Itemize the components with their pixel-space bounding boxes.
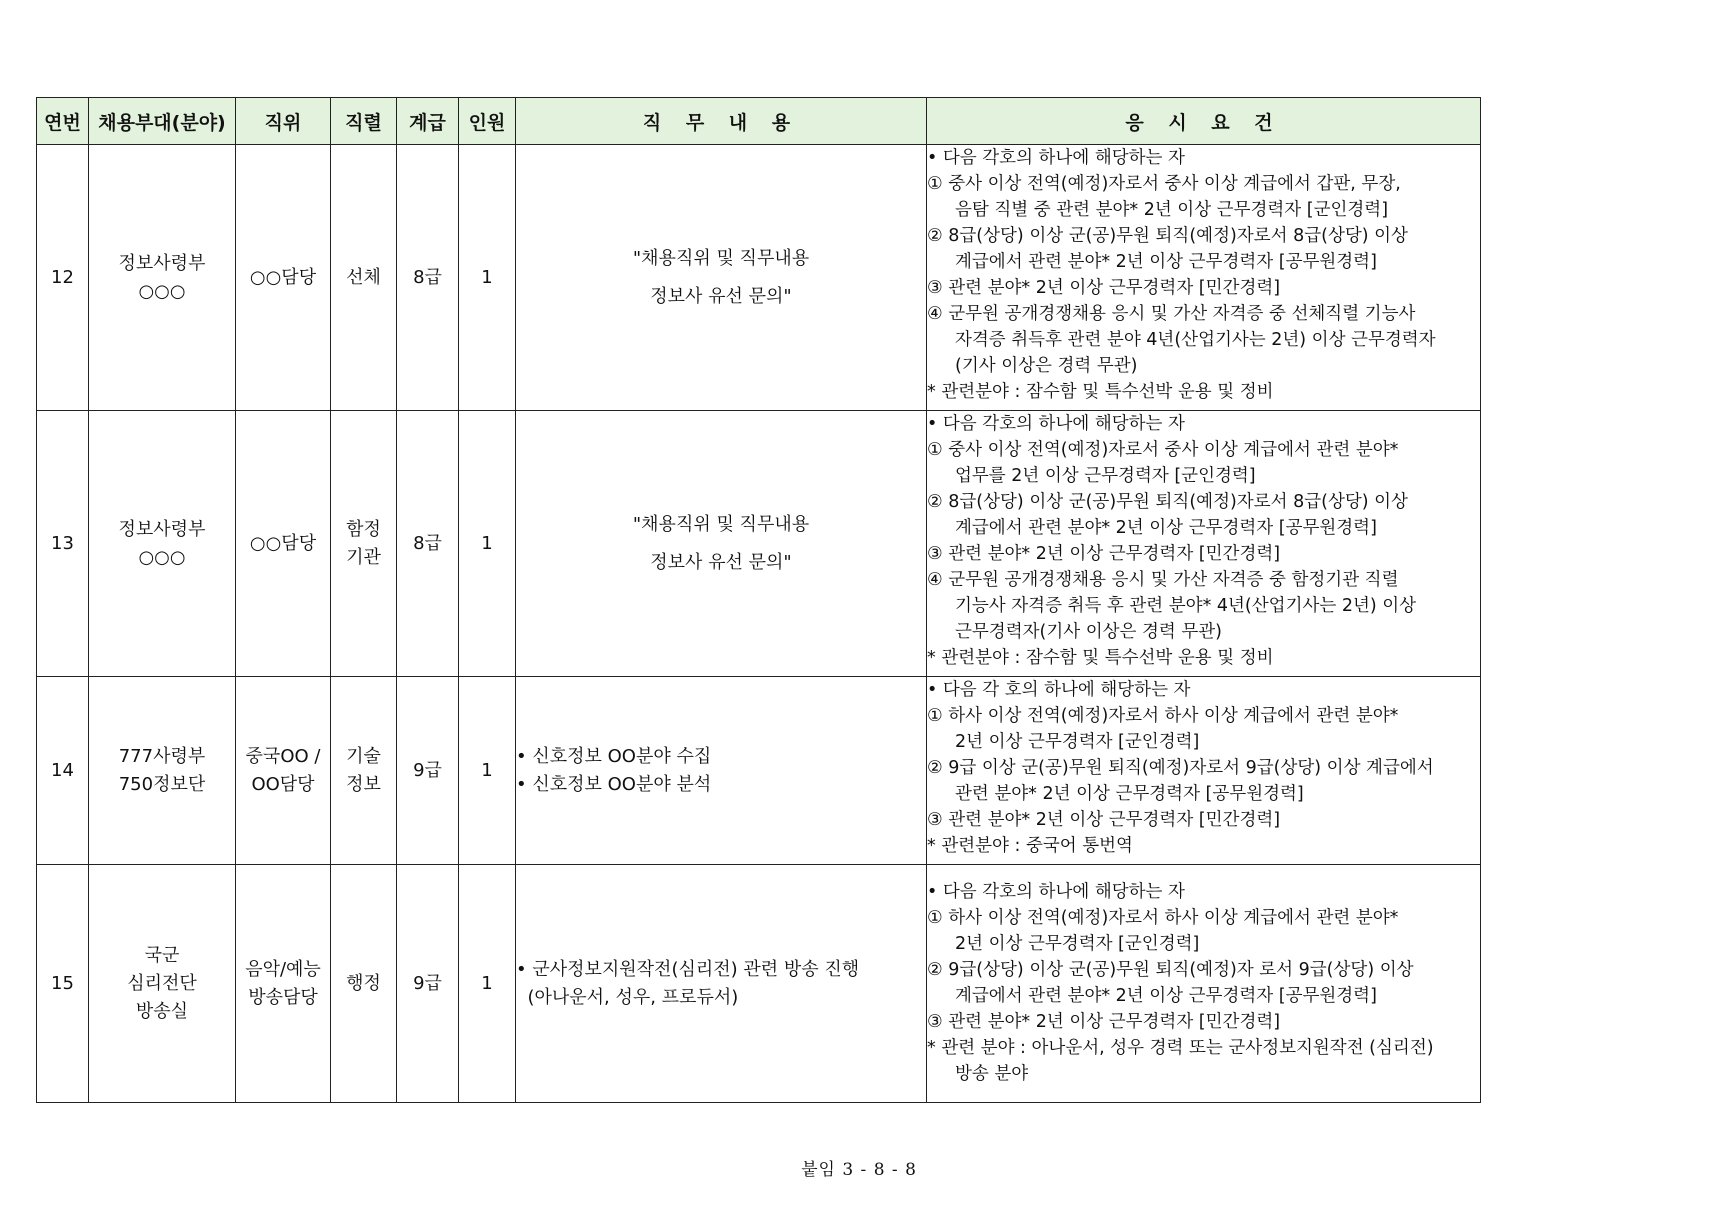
req-line: 음탐 직별 중 관련 분야* 2년 이상 근무경력자 [군인경력] <box>955 200 1389 220</box>
req-line: • 다음 각호의 하나에 해당하는 자 <box>927 882 1185 902</box>
req-line: ③ 관련 분야* 2년 이상 근무경력자 [민간경력] <box>927 1012 1281 1032</box>
req-line: * 관련 분야 : 아나운서, 성우 경력 또는 군사정보지원작전 (심리전) <box>927 1038 1434 1058</box>
unit-line: 정보사령부 <box>118 252 206 274</box>
req-line: • 다음 각호의 하나에 해당하는 자 <box>927 414 1185 434</box>
req-line: 업무를 2년 이상 근무경력자 [군인경력] <box>955 466 1256 486</box>
req-line: ④ 군무원 공개경쟁채용 응시 및 가산 자격증 중 선체직렬 기능사 <box>927 304 1416 324</box>
series-line: 행정 <box>346 972 381 994</box>
row-duty <box>516 145 927 411</box>
row-series <box>331 411 397 677</box>
req-line: 자격증 취득후 관련 분야 4년(산업기사는 2년) 이상 근무경력자 <box>955 330 1436 350</box>
req-line: ① 중사 이상 전역(예정)자로서 중사 이상 계급에서 관련 분야* <box>927 440 1399 460</box>
table-row <box>37 411 1481 677</box>
recruitment-table <box>36 97 1481 1103</box>
req-line: 계급에서 관련 분야* 2년 이상 근무경력자 [공무원경력] <box>955 518 1377 538</box>
unit-line: 국군 <box>144 944 180 966</box>
row-requirements <box>927 411 1481 677</box>
req-line: • 다음 각 호의 하나에 해당하는 자 <box>927 680 1191 700</box>
row-grade: 9급 <box>397 865 459 1103</box>
series-line: 기술 <box>346 745 381 767</box>
row-duty <box>516 865 927 1103</box>
unit-line: 750정보단 <box>118 773 206 795</box>
row-grade: 9급 <box>397 677 459 865</box>
unit-line: 심리전단 <box>127 972 197 994</box>
row-no: 15 <box>37 865 89 1103</box>
row-duty <box>516 411 927 677</box>
row-grade: 8급 <box>397 411 459 677</box>
row-count: 1 <box>459 411 516 677</box>
header-duty: 직 무 내 용 <box>516 98 927 145</box>
duty-line: "채용직위 및 직무내용 <box>632 247 810 269</box>
req-line: ② 9급 이상 군(공)무원 퇴직(예정)자로서 9급(상당) 이상 계급에서 <box>927 758 1434 778</box>
table-row <box>37 865 1481 1103</box>
page-number: 붙임 3 - 8 - 8 <box>801 1160 917 1180</box>
unit-line: ○○○ <box>138 546 186 568</box>
req-line: • 다음 각호의 하나에 해당하는 자 <box>927 148 1185 168</box>
unit-line: 777사령부 <box>118 745 206 767</box>
duty-line: 정보사 유선 문의" <box>650 551 792 573</box>
unit-line: 방송실 <box>135 1000 189 1022</box>
unit-line: ○○○ <box>138 280 186 302</box>
req-line: ① 하사 이상 전역(예정)자로서 하사 이상 계급에서 관련 분야* <box>927 706 1399 726</box>
row-unit <box>89 411 236 677</box>
req-line: ② 8급(상당) 이상 군(공)무원 퇴직(예정)자로서 8급(상당) 이상 <box>927 492 1408 512</box>
req-line: * 관련분야 : 잠수함 및 특수선박 운용 및 정비 <box>927 382 1274 402</box>
row-unit <box>89 865 236 1103</box>
header-unit: 채용부대(분야) <box>89 98 236 145</box>
req-line: ② 8급(상당) 이상 군(공)무원 퇴직(예정)자로서 8급(상당) 이상 <box>927 226 1408 246</box>
req-line: 근무경력자(기사 이상은 경력 무관) <box>955 622 1223 642</box>
row-grade: 8급 <box>397 145 459 411</box>
header-requirements: 응 시 요 건 <box>927 98 1481 145</box>
row-position <box>236 865 331 1103</box>
table-row <box>37 145 1481 411</box>
duty-line: 정보사 유선 문의" <box>650 285 792 307</box>
req-line: ③ 관련 분야* 2년 이상 근무경력자 [민간경력] <box>927 810 1281 830</box>
row-count: 1 <box>459 145 516 411</box>
position-line: 음악/예능 <box>245 958 321 980</box>
req-line: ② 9급(상당) 이상 군(공)무원 퇴직(예정)자 로서 9급(상당) 이상 <box>927 960 1414 980</box>
row-requirements <box>927 145 1481 411</box>
req-line: 계급에서 관련 분야* 2년 이상 근무경력자 [공무원경력] <box>955 252 1377 272</box>
row-unit <box>89 677 236 865</box>
req-line: ③ 관련 분야* 2년 이상 근무경력자 [민간경력] <box>927 278 1281 298</box>
req-line: ① 중사 이상 전역(예정)자로서 중사 이상 계급에서 갑판, 무장, <box>927 174 1401 194</box>
row-no: 14 <box>37 677 89 865</box>
series-line: 선체 <box>346 266 381 288</box>
header-series: 직렬 <box>331 98 397 145</box>
position-line: ○○담당 <box>249 266 317 288</box>
series-line: 함정 <box>346 518 381 540</box>
row-position <box>236 411 331 677</box>
req-line: ③ 관련 분야* 2년 이상 근무경력자 [민간경력] <box>927 544 1281 564</box>
row-requirements <box>927 677 1481 865</box>
row-series <box>331 677 397 865</box>
position-line: 중국OO / <box>245 745 321 767</box>
req-line: 기능사 자격증 취득 후 관련 분야* 4년(산업기사는 2년) 이상 <box>955 596 1417 616</box>
duty-line: (아나운서, 성우, 프로듀서) <box>516 986 739 1008</box>
series-line: 기관 <box>346 546 381 568</box>
req-line: ④ 군무원 공개경쟁채용 응시 및 가산 자격증 중 함정기관 직렬 <box>927 570 1399 590</box>
table-row <box>37 677 1481 865</box>
row-position <box>236 145 331 411</box>
req-line: 관련 분야* 2년 이상 근무경력자 [공무원경력] <box>955 784 1304 804</box>
row-no: 13 <box>37 411 89 677</box>
position-line: 방송담당 <box>248 986 318 1008</box>
row-series <box>331 145 397 411</box>
row-no: 12 <box>37 145 89 411</box>
duty-line: "채용직위 및 직무내용 <box>632 513 810 535</box>
series-line: 정보 <box>346 773 381 795</box>
row-requirements <box>927 865 1481 1103</box>
header-row <box>37 98 1481 145</box>
req-line: 2년 이상 근무경력자 [군인경력] <box>955 732 1200 752</box>
req-line: 2년 이상 근무경력자 [군인경력] <box>955 934 1200 954</box>
header-count: 인원 <box>459 98 516 145</box>
position-line: OO담당 <box>251 773 315 795</box>
header-grade: 계급 <box>397 98 459 145</box>
duty-line: • 군사정보지원작전(심리전) 관련 방송 진행 <box>516 958 860 980</box>
row-duty <box>516 677 927 865</box>
req-line: * 관련분야 : 잠수함 및 특수선박 운용 및 정비 <box>927 648 1274 668</box>
unit-line: 정보사령부 <box>118 518 206 540</box>
header-position: 직위 <box>236 98 331 145</box>
req-line: 방송 분야 <box>955 1064 1029 1084</box>
duty-line: • 신호정보 OO분야 분석 <box>516 773 712 795</box>
position-line: ○○담당 <box>249 532 317 554</box>
duty-line: • 신호정보 OO분야 수집 <box>516 745 712 767</box>
req-line: * 관련분야 : 중국어 통번역 <box>927 836 1133 856</box>
header-no: 연번 <box>37 98 89 145</box>
row-unit <box>89 145 236 411</box>
row-position <box>236 677 331 865</box>
req-line: 계급에서 관련 분야* 2년 이상 근무경력자 [공무원경력] <box>955 986 1377 1006</box>
row-series <box>331 865 397 1103</box>
row-count: 1 <box>459 677 516 865</box>
req-line: ① 하사 이상 전역(예정)자로서 하사 이상 계급에서 관련 분야* <box>927 908 1399 928</box>
req-line: (기사 이상은 경력 무관) <box>955 356 1138 376</box>
row-count: 1 <box>459 865 516 1103</box>
